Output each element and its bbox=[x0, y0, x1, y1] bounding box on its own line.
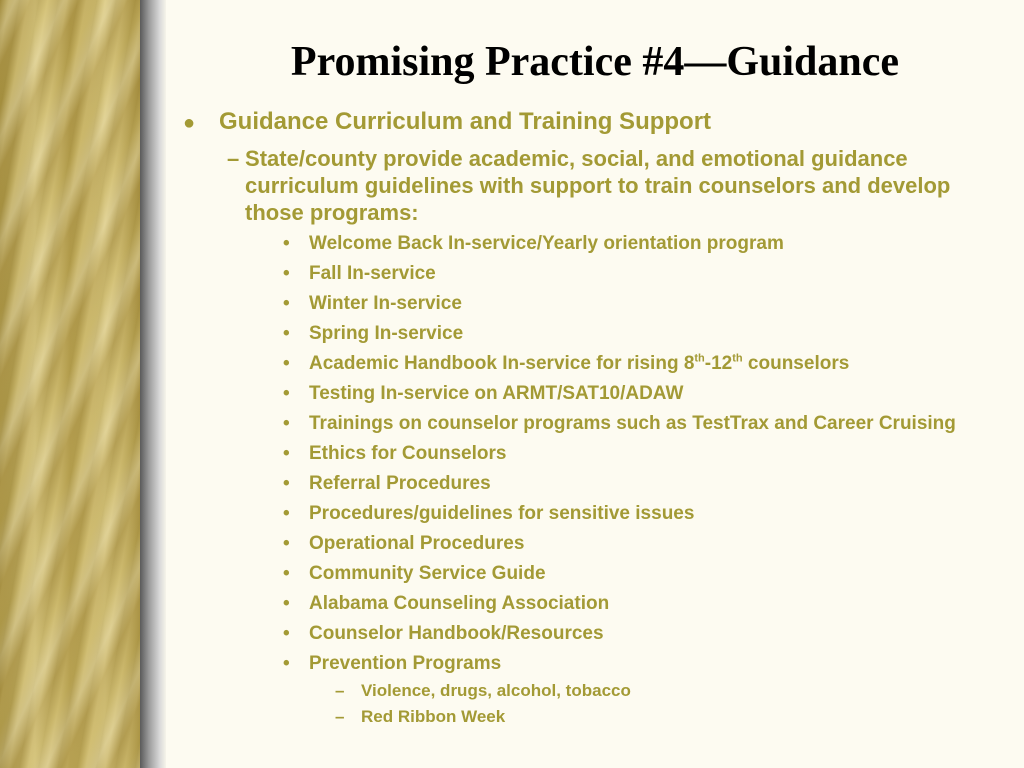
list-item-text: Spring In-service bbox=[309, 323, 464, 344]
list-item-text: Winter In-service bbox=[309, 293, 462, 314]
dash-bullet-icon: – bbox=[335, 681, 345, 700]
list-item bbox=[283, 502, 1003, 526]
list-item bbox=[283, 442, 1003, 466]
dot-bullet-icon: • bbox=[283, 623, 290, 644]
sub-list-item-text: Red Ribbon Week bbox=[361, 707, 506, 726]
list-item bbox=[283, 262, 1003, 286]
sub-point-text: State/county provide academic, social, and emotional guidance curriculum guidelines with support to train counselors and develop those programs: bbox=[245, 146, 951, 225]
sub-list-item-text: Violence, drugs, alcohol, tobacco bbox=[361, 681, 631, 700]
dot-bullet-icon: • bbox=[283, 323, 290, 344]
round-bullet-icon: ● bbox=[183, 112, 196, 134]
gold-textured-band bbox=[0, 0, 140, 768]
list-item bbox=[283, 622, 1003, 646]
dot-bullet-icon: • bbox=[283, 653, 290, 674]
sub-point bbox=[227, 145, 1003, 226]
dot-bullet-icon: • bbox=[283, 233, 290, 254]
sub-list-item bbox=[335, 680, 1003, 702]
list-item-text: Counselor Handbook/Resources bbox=[309, 623, 604, 644]
list-item-text-part: counselors bbox=[742, 353, 850, 374]
gray-shadow-band bbox=[140, 0, 166, 768]
main-bullet bbox=[183, 108, 1003, 137]
list-item bbox=[283, 652, 1003, 676]
list-item-text-part: Academic Handbook In-service for rising 8 bbox=[309, 353, 695, 374]
list-item-text: Procedures/guidelines for sensitive issues bbox=[309, 503, 695, 524]
sub-list-item bbox=[335, 706, 1003, 728]
dot-bullet-icon: • bbox=[283, 443, 290, 464]
dot-bullet-icon: • bbox=[283, 293, 290, 314]
dash-bullet-icon: – bbox=[227, 146, 240, 171]
dot-bullet-icon: • bbox=[283, 503, 290, 524]
list-item-text: Testing In-service on ARMT/SAT10/ADAW bbox=[309, 383, 684, 404]
list-item-text: Prevention Programs bbox=[309, 653, 502, 674]
list-item-text bbox=[309, 352, 849, 376]
list-item-text: Ethics for Counselors bbox=[309, 443, 507, 464]
dot-bullet-icon: • bbox=[283, 383, 290, 404]
superscript: th bbox=[732, 352, 743, 365]
list-item bbox=[283, 352, 1003, 376]
list-item-text: Alabama Counseling Association bbox=[309, 593, 610, 614]
list-item-text-part: -12 bbox=[704, 353, 733, 374]
list-item bbox=[283, 322, 1003, 346]
dot-bullet-icon: • bbox=[283, 533, 290, 554]
slide-content bbox=[183, 108, 1003, 728]
list-item-text: Fall In-service bbox=[309, 263, 436, 284]
list-item bbox=[283, 232, 1003, 256]
list-item bbox=[283, 472, 1003, 496]
dash-bullet-icon: – bbox=[335, 707, 345, 726]
main-bullet-text: Guidance Curriculum and Training Support bbox=[219, 108, 712, 135]
dot-bullet-icon: • bbox=[283, 473, 290, 494]
list-item bbox=[283, 382, 1003, 406]
dot-bullet-icon: • bbox=[283, 353, 290, 374]
list-item bbox=[283, 592, 1003, 616]
superscript: th bbox=[694, 352, 705, 365]
slide-title: Promising Practice #4—Guidance bbox=[290, 39, 900, 85]
list-item-text: Community Service Guide bbox=[309, 563, 546, 584]
dot-bullet-icon: • bbox=[283, 593, 290, 614]
list-item bbox=[283, 412, 1003, 436]
dot-bullet-icon: • bbox=[283, 263, 290, 284]
list-item bbox=[283, 292, 1003, 316]
list-item-text: Referral Procedures bbox=[309, 473, 491, 494]
list-item bbox=[283, 562, 1003, 586]
list-item-text: Trainings on counselor programs such as TestTrax and Career Cruising bbox=[309, 413, 956, 434]
list-item bbox=[283, 532, 1003, 556]
dot-bullet-icon: • bbox=[283, 563, 290, 584]
list-item-text: Welcome Back In-service/Yearly orientation program bbox=[309, 233, 784, 254]
list-item-text: Operational Procedures bbox=[309, 533, 525, 554]
dot-bullet-icon: • bbox=[283, 413, 290, 434]
